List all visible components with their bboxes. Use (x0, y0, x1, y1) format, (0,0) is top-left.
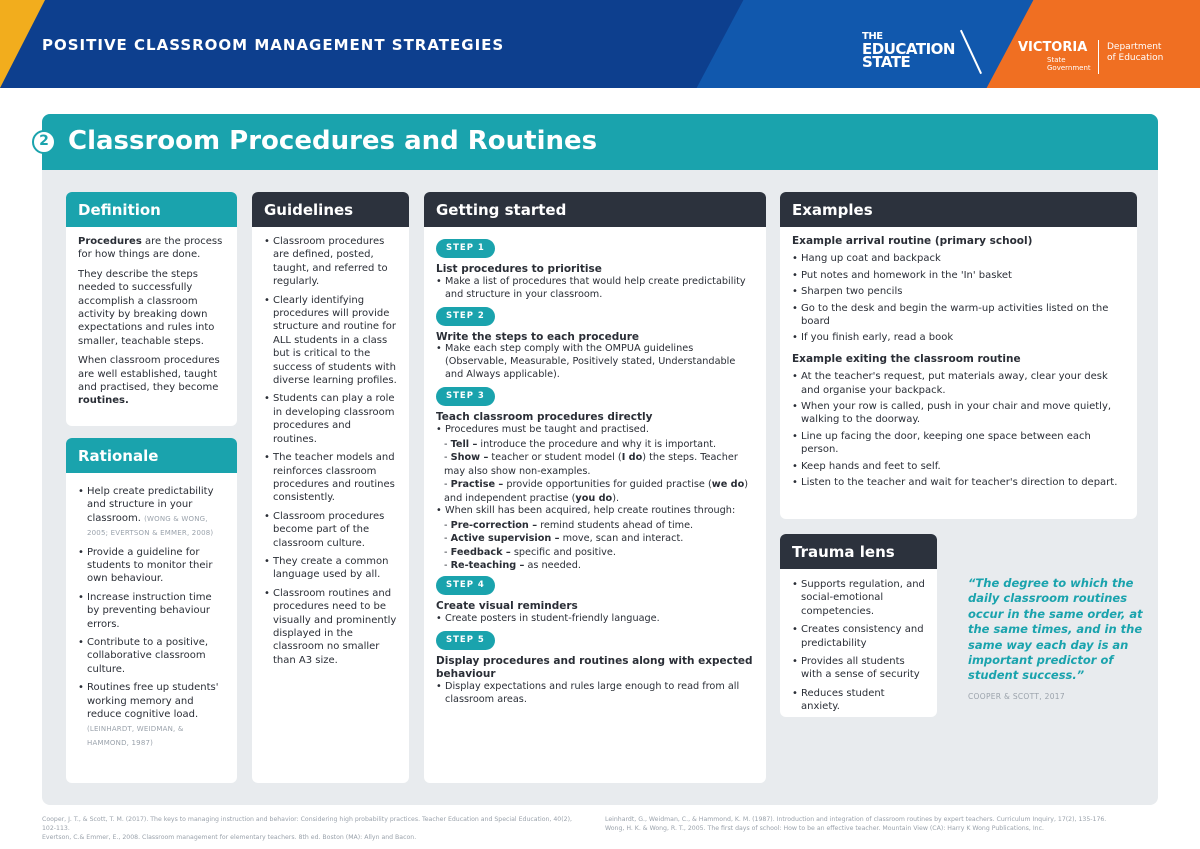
rationale-heading: Rationale (66, 438, 237, 473)
examples-card (780, 192, 1137, 519)
list-item: • Create posters in student-friendly language. (436, 613, 754, 626)
arrival-routine-list (792, 252, 1125, 344)
sub-item-tell: - Tell – introduce the procedure and why it is important. (444, 438, 717, 450)
list-item: • Help create predictability and structure in your classroom. (WONG & WONG, 2005; EVERTSON & EMMER, 2008) (78, 485, 225, 541)
sub-item-precorrection: - Pre-correction – remind students ahead of time. (444, 519, 694, 531)
sub-item-feedback: - Feedback – specific and positive. (444, 546, 616, 558)
header-yellow-stripe (0, 0, 45, 88)
trauma-lens-list (792, 578, 925, 714)
step-5-badge: STEP 5 (436, 631, 495, 650)
list-item: • Students can play a role in developing classroom procedures and routines. (264, 392, 397, 446)
step-5-title: Display procedures and routines along with expected behaviour (436, 655, 753, 680)
list-item: • Reduces student anxiety. (792, 687, 925, 714)
trauma-lens-card (780, 534, 937, 717)
list-item: • The teacher models and reinforces classroom procedures and routines consistently. (264, 451, 397, 505)
list-item: • Increase instruction time by preventing behaviour errors. (78, 591, 225, 631)
exit-routine-list (792, 370, 1125, 489)
examples-heading: Examples (780, 192, 1137, 227)
list-item: • Listen to the teacher and wait for teacher's direction to depart. (792, 476, 1125, 489)
step-2-badge: STEP 2 (436, 307, 495, 326)
list-item: • Provide a guideline for students to monitor their own behaviour. (78, 546, 225, 586)
list-item: • Classroom procedures are defined, posted, taught, and referred to regularly. (264, 235, 397, 289)
logo-divider (1098, 40, 1099, 74)
arrival-routine-title: Example arrival routine (primary school) (792, 235, 1033, 247)
education-state-logo: THE EDUCATION STATE (862, 31, 955, 71)
guidelines-card (252, 192, 409, 783)
step-4-title: Create visual reminders (436, 600, 578, 613)
definition-p2: They describe the steps needed to successfully accomplish a classroom activity by breaking down expectations and rules into smaller, teachable steps. (78, 268, 215, 347)
quote-text: “The degree to which the daily classroom routines occur in the same order, at the same times, and in the same way each day is an important predictor of student success.” (968, 576, 1143, 683)
definition-p1: Procedures are the process for how things are done. (78, 236, 223, 261)
list-item: • Line up facing the door, keeping one space between each person. (792, 430, 1125, 457)
list-item: • Provides all students with a sense of security (792, 655, 925, 682)
footer-references-right: Leinhardt, G., Weidman, C., & Hammond, K. M. (1987). Introduction and integration of classroom routines by expert teachers. Curriculum Inquiry, 17(2), 135-176. Wong, H. K. & Wong, R. T., 2005. The first days of school: How to be an effective teacher. Mountain View (CA): Harry K Wong Publications, Inc. (605, 816, 1107, 832)
footer-references-left: Cooper, J. T., & Scott, T. M. (2017). The keys to managing instruction and behavior: Considering high probability practices. Teacher Education and Special Education, 40(2), 102-113. Evertson, C.& Emmer, E., 2008. Classroom management for elementary teachers. 8th ed. Boston (MA): Allyn and Bacon. (42, 816, 572, 841)
list-item: • Sharpen two pencils (792, 285, 1125, 298)
step-4-badge: STEP 4 (436, 576, 495, 595)
step-3-badge: STEP 3 (436, 387, 495, 406)
list-item: • Put notes and homework in the 'In' basket (792, 269, 1125, 282)
list-item: • Clearly identifying procedures will provide structure and routine for ALL students in a class but is critical to the success of students with diverse learning profiles. (264, 294, 397, 388)
list-item: • When skill has been acquired, help create routines through: (436, 505, 754, 518)
list-item: • Classroom routines and procedures need to be visually and prominently displayed in the classroom no smaller than A3 size. (264, 587, 397, 667)
list-item: • Creates consistency and predictability (792, 623, 925, 650)
list-item: • Routines free up students' working memory and reduce cognitive load. (LEINHARDT, WEIDMAN, & HAMMOND, 1987) (78, 681, 225, 750)
getting-started-card (424, 192, 766, 783)
victoria-logo: VICTORIA (1018, 40, 1088, 55)
department-logo: Department of Education (1107, 42, 1164, 63)
list-item: • Supports regulation, and social-emotional competencies. (792, 578, 925, 618)
list-item: • Make each step comply with the OMPUA guidelines (Observable, Measurable, Positively stated, Understandable and Always applicable). (436, 343, 754, 382)
list-item: • If you finish early, read a book (792, 331, 1125, 344)
quote-citation: COOPER & SCOTT, 2017 (968, 692, 1065, 701)
sub-item-supervision: - Active supervision – move, scan and interact. (444, 533, 684, 545)
definition-card (66, 192, 237, 426)
section-title: Classroom Procedures and Routines (68, 126, 598, 156)
step-1-title: List procedures to prioritise (436, 262, 602, 275)
section-number-badge: 2 (32, 130, 56, 154)
definition-heading: Definition (66, 192, 237, 227)
rationale-card (66, 438, 237, 783)
list-item: • Hang up coat and backpack (792, 252, 1125, 265)
getting-started-heading: Getting started (424, 192, 766, 227)
victoria-logo-sub: State Government (1047, 56, 1091, 72)
list-item: • Keep hands and feet to self. (792, 460, 1125, 473)
list-item: • Display expectations and rules large enough to read from all classroom areas. (436, 681, 754, 707)
exit-routine-title: Example exiting the classroom routine (792, 352, 1021, 365)
list-item: • Procedures must be taught and practised. (436, 424, 754, 437)
list-item: • Go to the desk and begin the warm-up activities listed on the board (792, 302, 1125, 329)
list-item: • Make a list of procedures that would help create predictability and structure in your classroom. (436, 276, 754, 302)
step-2-title: Write the steps to each procedure (436, 330, 640, 343)
sub-item-practise: - Practise – provide opportunities for guided practise (we do) and independent practise (you do). (444, 479, 749, 504)
header-title: POSITIVE CLASSROOM MANAGEMENT STRATEGIES (42, 36, 505, 54)
guidelines-list (264, 235, 397, 667)
trauma-lens-heading: Trauma lens (780, 534, 937, 569)
sub-item-show: - Show – teacher or student model (I do) the steps. Teacher may also show non-examples. (444, 452, 738, 477)
list-item: • When your row is called, push in your chair and move quietly, walking to the doorway. (792, 400, 1125, 427)
definition-p3: When classroom procedures are well established, taught and practised, they become routines. (78, 355, 220, 407)
step-1-badge: STEP 1 (436, 239, 495, 258)
step-3-title: Teach classroom procedures directly (436, 411, 653, 424)
list-item: • They create a common language used by all. (264, 555, 397, 582)
sub-item-reteaching: - Re-teaching – as needed. (444, 560, 581, 572)
rationale-list (78, 485, 225, 750)
list-item: • Classroom procedures become part of the classroom culture. (264, 510, 397, 550)
guidelines-heading: Guidelines (252, 192, 409, 227)
list-item: • Contribute to a positive, collaborative classroom culture. (78, 636, 225, 676)
list-item: • At the teacher's request, put materials away, clear your desk and organise your backpack. (792, 370, 1125, 397)
